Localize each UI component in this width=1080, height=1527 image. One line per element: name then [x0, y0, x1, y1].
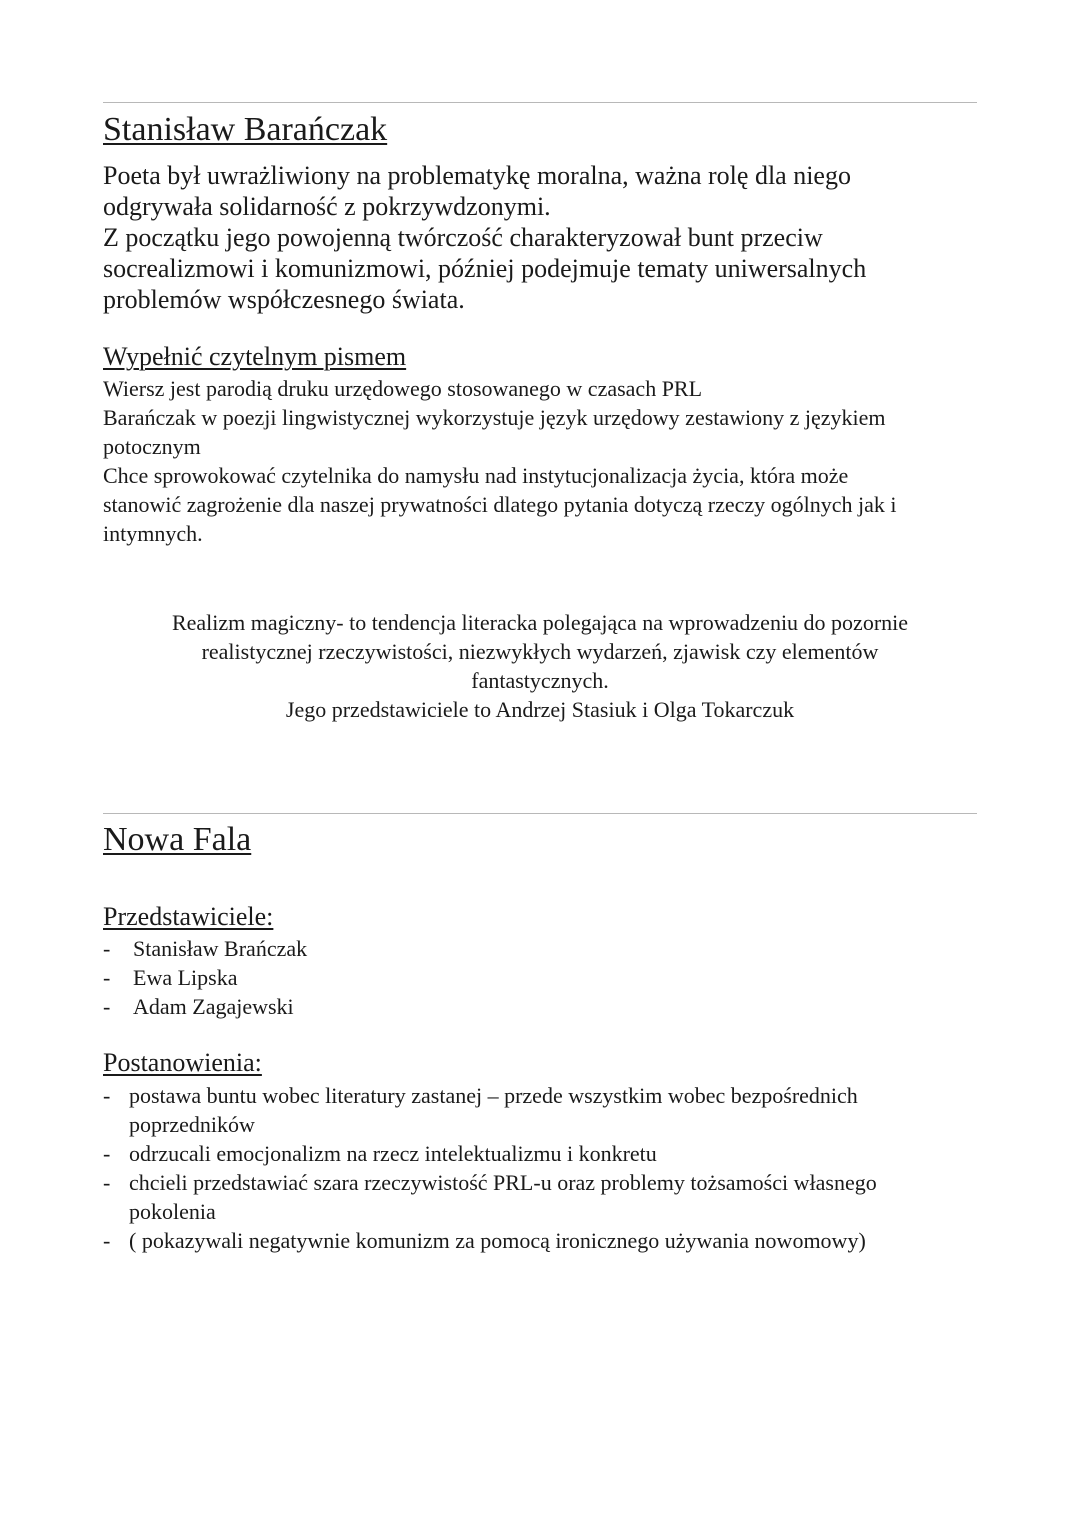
intro-line: problemów współczesnego świata.	[103, 285, 465, 314]
intro-line: socrealizmowi i komunizmowi, później podejmuje tematy uniwersalnych	[103, 254, 867, 283]
representatives-heading: Przedstawiciele:	[103, 902, 274, 931]
intro-line: Poeta był uwrażliwiony na problematykę moralna, ważna rolę dla niego	[103, 161, 851, 190]
magic-realism-note	[103, 608, 977, 724]
body-line: stanowić zagrożenie dla naszej prywatności dlatego pytania dotyczą rzeczy ogólnych jak i	[103, 492, 897, 517]
resolution-line: ( pokazywali negatywnie komunizm za pomocą ironicznego używania nowomowy)	[129, 1228, 866, 1253]
body-line: Wiersz jest parodią druku urzędowego stosowanego w czasach PRL	[103, 376, 703, 401]
dash-bullet: -	[103, 1141, 111, 1166]
resolution-line: chcieli przedstawiać szara rzeczywistość PRL-u oraz problemy tożsamości własnego	[129, 1170, 877, 1195]
dash-bullet: -	[103, 936, 111, 961]
note-line: Realizm magiczny- to tendencja literacka polegająca na wprowadzeniu do pozornie	[171, 610, 909, 635]
resolutions-heading: Postanowienia:	[103, 1048, 262, 1077]
dash-bullet: -	[103, 1170, 111, 1195]
representative-name: Adam Zagajewski	[133, 994, 294, 1019]
resolution-line: postawa buntu wobec literatury zastanej – przede wszystkim wobec bezpośrednich	[129, 1083, 858, 1108]
resolution-line: pokolenia	[129, 1199, 216, 1224]
subheading-wypelnic: Wypełnić czytelnym pismem	[103, 342, 407, 371]
list-item	[103, 992, 983, 1021]
section-title-baranczak: Stanisław Barańczak	[103, 111, 388, 148]
section-divider-middle	[103, 813, 977, 814]
resolution-line: poprzedników	[129, 1112, 255, 1137]
dash-bullet: -	[103, 1083, 111, 1108]
note-line: realistycznej rzeczywistości, niezwykłych wydarzeń, zjawisk czy elementów	[201, 639, 879, 664]
resolutions-list	[103, 1081, 983, 1255]
body-line: intymnych.	[103, 521, 203, 546]
representative-name: Stanisław Brańczak	[133, 936, 308, 961]
note-line: fantastycznych.	[471, 668, 609, 693]
representative-name: Ewa Lipska	[133, 965, 238, 990]
body-line: Chce sprowokować czytelnika do namysłu nad instytucjonalizacja życia, która może	[103, 463, 849, 488]
list-item	[103, 1139, 983, 1168]
list-item	[103, 1081, 983, 1139]
body-line: potocznym	[103, 434, 201, 459]
note-line: Jego przedstawiciele to Andrzej Stasiuk i Olga Tokarczuk	[285, 697, 795, 722]
list-item	[103, 963, 983, 992]
list-item	[103, 1168, 983, 1226]
dash-bullet: -	[103, 994, 111, 1019]
dash-bullet: -	[103, 1228, 111, 1253]
intro-line: odgrywała solidarność z pokrzywdzonymi.	[103, 192, 551, 221]
dash-bullet: -	[103, 965, 111, 990]
representatives-list	[103, 934, 983, 1021]
intro-line: Z początku jego powojenną twórczość charakteryzował bunt przeciw	[103, 223, 823, 252]
resolution-line: odrzucali emocjonalizm na rzecz intelektualizmu i konkretu	[129, 1141, 657, 1166]
list-item	[103, 1226, 983, 1255]
section-title-nowa-fala: Nowa Fala	[103, 821, 252, 858]
poem-description	[103, 374, 983, 548]
section-divider-top	[103, 102, 977, 103]
intro-paragraph	[103, 160, 963, 315]
body-line: Barańczak w poezji lingwistycznej wykorzystuje język urzędowy zestawiony z językiem	[103, 405, 886, 430]
list-item	[103, 934, 983, 963]
